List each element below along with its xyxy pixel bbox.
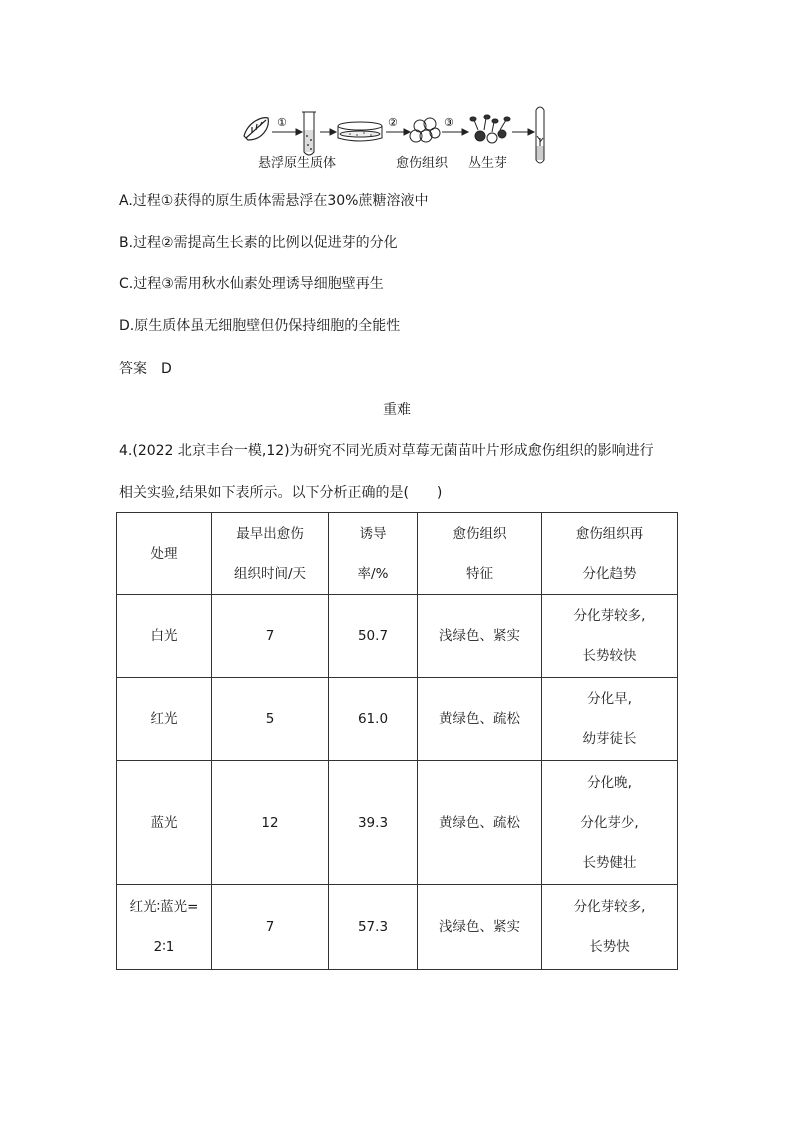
option-d: D.原生质体虽无细胞壁但仍保持细胞的全能性	[119, 318, 401, 334]
leaf-icon	[244, 118, 268, 140]
answer-label: 答案	[119, 361, 147, 377]
protoplast-label: 悬浮原生质体	[258, 156, 337, 171]
cell-trend: 分化早, 幼芽徒长	[542, 678, 678, 761]
arrow-4-icon	[442, 129, 468, 135]
option-c: C.过程③需用秋水仙素处理诱导细胞壁再生	[119, 276, 384, 292]
cell-treatment: 白光	[117, 595, 212, 678]
shoots-icon	[470, 115, 510, 143]
cell-trend: 分化晚, 分化芽少, 长势健壮	[542, 761, 678, 885]
arrow-5-icon	[512, 129, 534, 135]
cell-feature: 浅绿色、紧实	[418, 595, 542, 678]
culture-tube-icon	[536, 107, 544, 163]
table-header-row	[117, 513, 678, 595]
process-diagram	[240, 100, 560, 172]
table-row	[117, 761, 678, 885]
cell-feature: 黄绿色、疏松	[418, 678, 542, 761]
cell-rate: 50.7	[329, 595, 418, 678]
arrow-2-icon	[320, 129, 336, 135]
header-rate: 诱导 率/%	[329, 513, 418, 595]
cell-treatment: 蓝光	[117, 761, 212, 885]
results-table	[116, 512, 678, 970]
section-title: 重难	[383, 402, 411, 418]
question-line-2: 相关实验,结果如下表所示。以下分析正确的是( )	[119, 485, 443, 501]
cell-trend: 分化芽较多, 长势较快	[542, 595, 678, 678]
cell-trend: 分化芽较多, 长势快	[542, 885, 678, 970]
arrow-1-icon	[272, 129, 302, 135]
answer	[119, 358, 172, 378]
table-row	[117, 885, 678, 970]
cell-days: 7	[212, 885, 329, 970]
table-row	[117, 678, 678, 761]
cell-feature: 浅绿色、紧实	[418, 885, 542, 970]
cell-feature: 黄绿色、疏松	[418, 761, 542, 885]
arrow-3-icon	[386, 129, 410, 135]
answer-value: D	[161, 361, 172, 377]
callus-icon	[410, 118, 440, 142]
header-treatment: 处理	[117, 513, 212, 595]
table-row	[117, 595, 678, 678]
header-days: 最早出愈伤 组织时间/天	[212, 513, 329, 595]
petri-dish-icon	[338, 122, 382, 141]
callus-label: 愈伤组织	[396, 156, 449, 171]
shoots-label: 丛生芽	[468, 156, 508, 171]
cell-days: 5	[212, 678, 329, 761]
test-tube-icon	[302, 112, 316, 155]
cell-days: 7	[212, 595, 329, 678]
cell-rate: 39.3	[329, 761, 418, 885]
option-a: A.过程①获得的原生质体需悬浮在30%蔗糖溶液中	[119, 193, 429, 209]
cell-rate: 57.3	[329, 885, 418, 970]
cell-treatment: 红光	[117, 678, 212, 761]
header-feature: 愈伤组织 特征	[418, 513, 542, 595]
cell-days: 12	[212, 761, 329, 885]
cell-treatment: 红光∶蓝光= 2∶1	[117, 885, 212, 970]
step-1-label: ①	[277, 116, 287, 129]
step-3-label: ③	[444, 116, 454, 129]
option-b: B.过程②需提高生长素的比例以促进芽的分化	[119, 235, 398, 251]
header-trend: 愈伤组织再 分化趋势	[542, 513, 678, 595]
cell-rate: 61.0	[329, 678, 418, 761]
question-line-1: 4.(2022 北京丰台一模,12)为研究不同光质对草莓无菌苗叶片形成愈伤组织的影响进行	[119, 443, 654, 459]
step-2-label: ②	[388, 116, 398, 129]
